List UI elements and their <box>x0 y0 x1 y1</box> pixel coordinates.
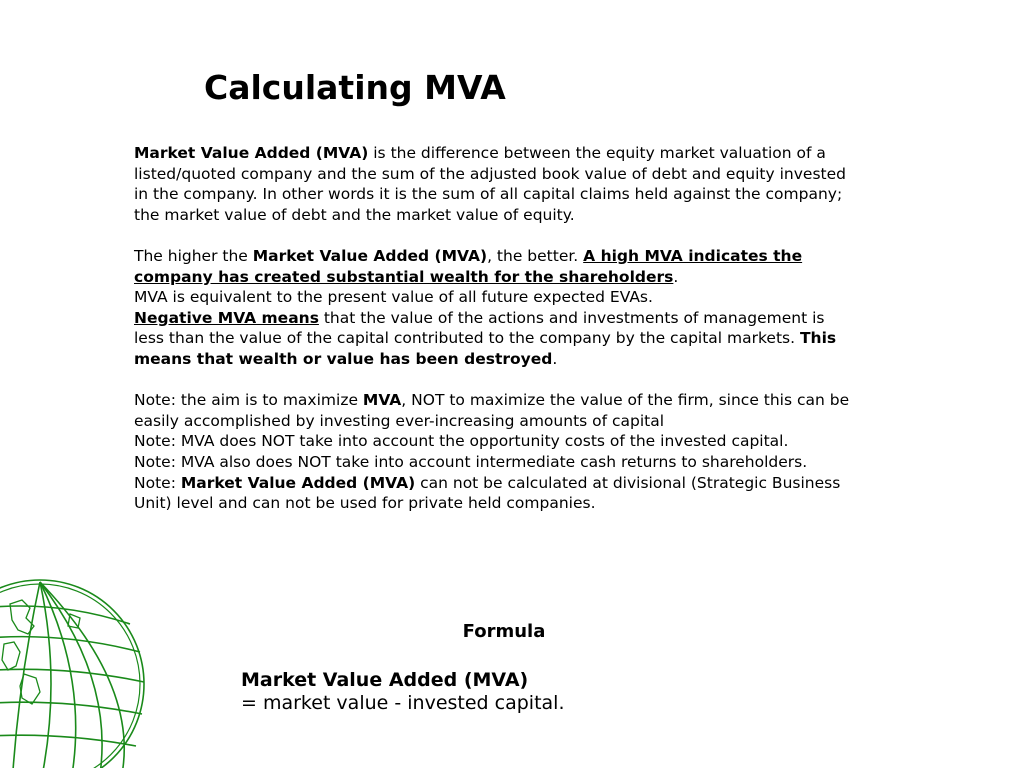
formula-expression: = market value - invested capital. <box>241 692 565 714</box>
negative-mva-end: . <box>552 349 558 368</box>
note-maximize <box>134 390 854 431</box>
globe-icon <box>0 574 150 768</box>
higher-mva-lead: The higher the <box>134 246 253 265</box>
higher-mva-mid: , the better. <box>487 246 584 265</box>
mva-eva-paragraph: MVA is equivalent to the present value of all future expected EVAs. <box>134 288 653 307</box>
higher-mva-term: Market Value Added (MVA) <box>252 246 488 265</box>
spacer <box>134 370 854 391</box>
mva-definition-paragraph <box>134 143 854 225</box>
note-maximize-lead: Note: the aim is to maximize <box>134 391 363 410</box>
formula-heading: Formula <box>462 621 546 642</box>
body-text <box>134 143 854 514</box>
note-maximize-term: MVA <box>362 391 402 410</box>
negative-mva-text: that the value of the actions and investments of management is less than the value of the capital contributed to the company by the capital markets. <box>134 308 825 348</box>
high-mva-highlight: A high MVA indicates the company has created substantial wealth for the shareholders <box>134 246 803 286</box>
formula-name: Market Value Added (MVA) <box>241 669 529 691</box>
negative-mva-emphasis: This means that wealth or value has been destroyed <box>134 329 837 368</box>
mva-definition-text: is the difference between the equity market valuation of a listed/quoted company and the sum of the adjusted book value of debt and equity invested in the company. In other words it is the sum of all capital claims held against the company; the market value of debt and the market value of equity. <box>134 144 846 224</box>
note-divisional-text: can not be calculated at divisional (Strategic Business Unit) level and can not be used for private held companies. <box>134 473 841 513</box>
note-cash-returns: Note: MVA also does NOT take into account intermediate cash returns to shareholders. <box>134 452 808 471</box>
higher-mva-paragraph <box>134 246 854 287</box>
negative-mva-term: Negative MVA means <box>134 308 319 327</box>
note-maximize-text: , NOT to maximize the value of the firm, since this can be easily accomplished by investing ever-increasing amounts of capital <box>134 391 850 430</box>
note-divisional <box>134 473 854 514</box>
note-divisional-lead: Note: <box>134 473 181 492</box>
spacer <box>134 225 854 246</box>
higher-mva-end: . <box>673 267 679 286</box>
note-divisional-term: Market Value Added (MVA) <box>180 473 416 492</box>
note-opportunity-costs: Note: MVA does NOT take into account the opportunity costs of the invested capital. <box>134 432 789 451</box>
mva-term: Market Value Added (MVA) <box>134 144 369 162</box>
negative-mva-paragraph <box>134 308 854 370</box>
slide-title: Calculating MVA <box>204 68 506 107</box>
